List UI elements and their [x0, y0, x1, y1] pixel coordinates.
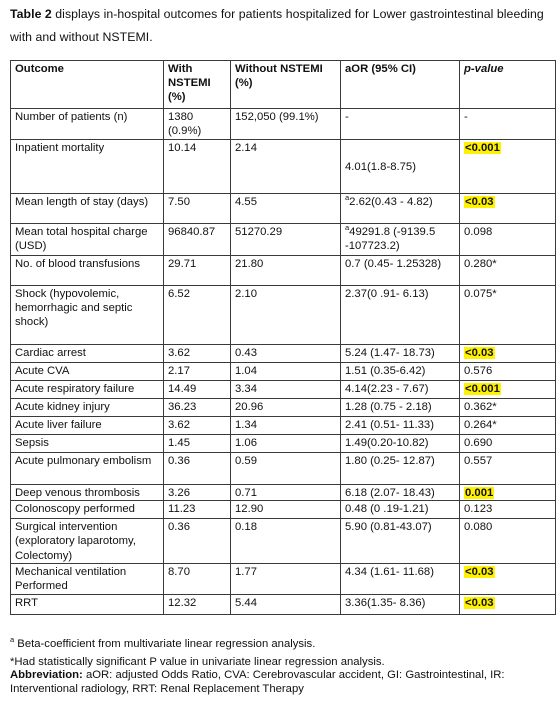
cell-with-nstemi: 6.52: [164, 286, 231, 345]
cell-with-nstemi: 12.32: [164, 595, 231, 615]
cell-with-nstemi: 3.62: [164, 345, 231, 363]
cell-aor: [341, 501, 460, 519]
cell-with-nstemi: 2.17: [164, 363, 231, 381]
cell-outcome: Acute CVA: [11, 363, 164, 381]
aor-value: 1.49(0.20-10.82): [345, 437, 429, 449]
header-aor: aOR (95% CI): [341, 61, 460, 109]
table-row: [11, 345, 556, 363]
table-row: [11, 140, 556, 194]
cell-aor: [341, 399, 460, 417]
aor-value: 49291.8 (-9139.5 -107723.2): [345, 226, 436, 253]
cell-p-value: [460, 140, 556, 194]
cell-outcome: Acute respiratory failure: [11, 381, 164, 399]
cell-aor: [341, 519, 460, 564]
cell-outcome: Sepsis: [11, 435, 164, 453]
abbreviation-label: Abbreviation:: [10, 669, 83, 682]
cell-without-nstemi: 51270.29: [231, 224, 341, 256]
aor-value: 3.36(1.35- 8.36): [345, 597, 426, 610]
cell-aor: [341, 109, 460, 140]
cell-aor: [341, 256, 460, 286]
aor-value: 4.14(2.23 - 7.67): [345, 383, 429, 395]
cell-aor: [341, 564, 460, 595]
cell-aor: [341, 485, 460, 501]
table-header-row: [11, 61, 556, 109]
cell-p-value: [460, 109, 556, 140]
cell-p-value: [460, 453, 556, 485]
aor-value: 1.80 (0.25- 12.87): [345, 455, 435, 467]
aor-value: 4.34 (1.61- 11.68): [345, 566, 434, 579]
cell-outcome: Mean total hospital charge (USD): [11, 224, 164, 256]
footnote-abbreviations: [10, 669, 558, 696]
cell-aor: [341, 140, 460, 194]
cell-outcome: Cardiac arrest: [11, 345, 164, 363]
table-row: [11, 595, 556, 615]
cell-with-nstemi: 96840.87: [164, 224, 231, 256]
cell-outcome: Deep venous thrombosis: [11, 485, 164, 501]
cell-without-nstemi: 21.80: [231, 256, 341, 286]
cell-outcome: Mean length of stay (days): [11, 194, 164, 224]
cell-with-nstemi: 0.36: [164, 453, 231, 485]
cell-aor: [341, 224, 460, 256]
footnote-beta-text: Beta-coefficient from multivariate linear regression analysis.: [14, 638, 316, 650]
cell-without-nstemi: 4.55: [231, 194, 341, 224]
cell-without-nstemi: 0.59: [231, 453, 341, 485]
cell-outcome: Surgical intervention (exploratory laparotomy, Colectomy): [11, 519, 164, 564]
cell-with-nstemi: 8.70: [164, 564, 231, 595]
table-row: [11, 564, 556, 595]
significant-p-value: <0.001: [465, 383, 500, 395]
cell-aor: [341, 453, 460, 485]
significant-p-value: <0.001: [465, 142, 500, 154]
cell-with-nstemi: 0.36: [164, 519, 231, 564]
cell-aor: [341, 286, 460, 345]
significant-p-value: 0.001: [465, 487, 494, 499]
cell-aor: [341, 435, 460, 453]
cell-outcome: Number of patients (n): [11, 109, 164, 140]
aor-value: 1.28 (0.75 - 2.18): [345, 401, 432, 413]
cell-aor: [341, 363, 460, 381]
cell-with-nstemi: 11.23: [164, 501, 231, 519]
cell-without-nstemi: 20.96: [231, 399, 341, 417]
cell-p-value: [460, 224, 556, 256]
significant-p-value: <0.03: [465, 566, 494, 579]
cell-p-value: [460, 519, 556, 564]
table-row: [11, 224, 556, 256]
table-body: [11, 109, 556, 615]
cell-p-value: [460, 501, 556, 519]
header-p-value: p-value: [460, 61, 556, 109]
aor-value: 6.18 (2.07- 18.43): [345, 487, 435, 499]
footnote-beta-mark: a: [10, 635, 15, 645]
cell-outcome: RRT: [11, 595, 164, 615]
cell-outcome: Colonoscopy performed: [11, 501, 164, 519]
cell-with-nstemi: 7.50: [164, 194, 231, 224]
cell-p-value: [460, 399, 556, 417]
cell-p-value: [460, 564, 556, 595]
aor-value: 4.01(1.8-8.75): [345, 160, 416, 173]
table-row: [11, 194, 556, 224]
table-row: [11, 381, 556, 399]
cell-with-nstemi: 14.49: [164, 381, 231, 399]
table-row: [11, 519, 556, 564]
aor-value: 2.37(0 .91- 6.13): [345, 288, 429, 300]
table-caption: [10, 3, 555, 49]
cell-outcome: Shock (hypovolemic, hemorrhagic and septic shock): [11, 286, 164, 345]
cell-p-value: [460, 417, 556, 435]
cell-without-nstemi: 0.71: [231, 485, 341, 501]
header-without-nstemi: Without NSTEMI (%): [231, 61, 341, 109]
table-row: [11, 399, 556, 417]
cell-p-value: [460, 256, 556, 286]
footnotes: [10, 635, 558, 696]
cell-with-nstemi: 3.62: [164, 417, 231, 435]
cell-p-value: [460, 485, 556, 501]
cell-outcome: Acute liver failure: [11, 417, 164, 435]
table-row: [11, 256, 556, 286]
cell-without-nstemi: 3.34: [231, 381, 341, 399]
table-caption-label: Table 2: [10, 7, 52, 21]
aor-value: 5.24 (1.47- 18.73): [345, 347, 435, 359]
table-row: [11, 485, 556, 501]
cell-p-value: [460, 286, 556, 345]
table-row: [11, 417, 556, 435]
cell-with-nstemi: 36.23: [164, 399, 231, 417]
cell-without-nstemi: 1.04: [231, 363, 341, 381]
cell-with-nstemi: 1.45: [164, 435, 231, 453]
p-value: 0.280*: [464, 258, 497, 270]
cell-without-nstemi: 152,050 (99.1%): [231, 109, 341, 140]
aor-value: -: [345, 111, 349, 123]
header-with-nstemi: With NSTEMI (%): [164, 61, 231, 109]
table-caption-text: displays in-hospital outcomes for patients hospitalized for Lower gastrointestinal bleeding with and without NSTEMI.: [10, 7, 544, 44]
cell-with-nstemi: 1380 (0.9%): [164, 109, 231, 140]
aor-value: 2.41 (0.51- 11.33): [345, 419, 434, 431]
cell-outcome: Mechanical ventilation Performed: [11, 564, 164, 595]
aor-value: 0.48 (0 .19-1.21): [345, 503, 429, 516]
cell-outcome: Acute pulmonary embolism: [11, 453, 164, 485]
cell-aor: [341, 345, 460, 363]
table-row: [11, 501, 556, 519]
outcomes-table: [10, 60, 556, 615]
table-row: [11, 109, 556, 140]
table-row: [11, 435, 556, 453]
aor-value: 1.51 (0.35-6.42): [345, 365, 426, 377]
p-value: 0.557: [464, 455, 493, 467]
cell-aor: [341, 381, 460, 399]
significant-p-value: <0.03: [465, 347, 494, 359]
p-value: -: [464, 111, 468, 123]
cell-aor: [341, 417, 460, 435]
p-value: 0.098: [464, 226, 493, 238]
cell-without-nstemi: 2.14: [231, 140, 341, 194]
header-outcome: Outcome: [11, 61, 164, 109]
p-value: 0.264*: [464, 419, 497, 431]
cell-without-nstemi: 1.77: [231, 564, 341, 595]
cell-aor: [341, 194, 460, 224]
footnote-beta: [10, 635, 558, 652]
cell-without-nstemi: 1.34: [231, 417, 341, 435]
beta-coefficient-mark: a: [345, 223, 350, 233]
table-row: [11, 453, 556, 485]
aor-value: 2.62(0.43 - 4.82): [349, 196, 433, 208]
table-row: [11, 363, 556, 381]
p-value: 0.690: [464, 437, 493, 449]
cell-without-nstemi: 0.18: [231, 519, 341, 564]
cell-p-value: [460, 381, 556, 399]
table-row: [11, 286, 556, 345]
significant-p-value: <0.03: [465, 196, 494, 208]
cell-p-value: [460, 345, 556, 363]
cell-without-nstemi: 1.06: [231, 435, 341, 453]
footnote-significance: *Had statistically significant P value in univariate linear regression analysis.: [10, 655, 385, 668]
abbreviation-text: aOR: adjusted Odds Ratio, CVA: Cerebrovascular accident, GI: Gastrointestinal, IR: Interventional radiology, RRT: Renal Replacement Therapy: [10, 669, 505, 695]
significant-p-value: <0.03: [465, 597, 494, 610]
cell-p-value: [460, 363, 556, 381]
cell-with-nstemi: 10.14: [164, 140, 231, 194]
cell-p-value: [460, 435, 556, 453]
aor-value: 5.90 (0.81-43.07): [345, 521, 432, 534]
cell-outcome: Inpatient mortality: [11, 140, 164, 194]
p-value: 0.362*: [464, 401, 497, 413]
cell-without-nstemi: 5.44: [231, 595, 341, 615]
cell-outcome: No. of blood transfusions: [11, 256, 164, 286]
p-value: 0.576: [464, 365, 493, 377]
cell-with-nstemi: 3.26: [164, 485, 231, 501]
cell-outcome: Acute kidney injury: [11, 399, 164, 417]
p-value: 0.075*: [464, 288, 497, 300]
cell-p-value: [460, 595, 556, 615]
cell-p-value: [460, 194, 556, 224]
cell-with-nstemi: 29.71: [164, 256, 231, 286]
cell-without-nstemi: 12.90: [231, 501, 341, 519]
p-value: 0.080: [464, 521, 493, 534]
cell-without-nstemi: 2.10: [231, 286, 341, 345]
aor-value: 0.7 (0.45- 1.25328): [345, 258, 442, 270]
cell-without-nstemi: 0.43: [231, 345, 341, 363]
p-value: 0.123: [464, 503, 493, 516]
beta-coefficient-mark: a: [345, 193, 350, 203]
cell-aor: [341, 595, 460, 615]
